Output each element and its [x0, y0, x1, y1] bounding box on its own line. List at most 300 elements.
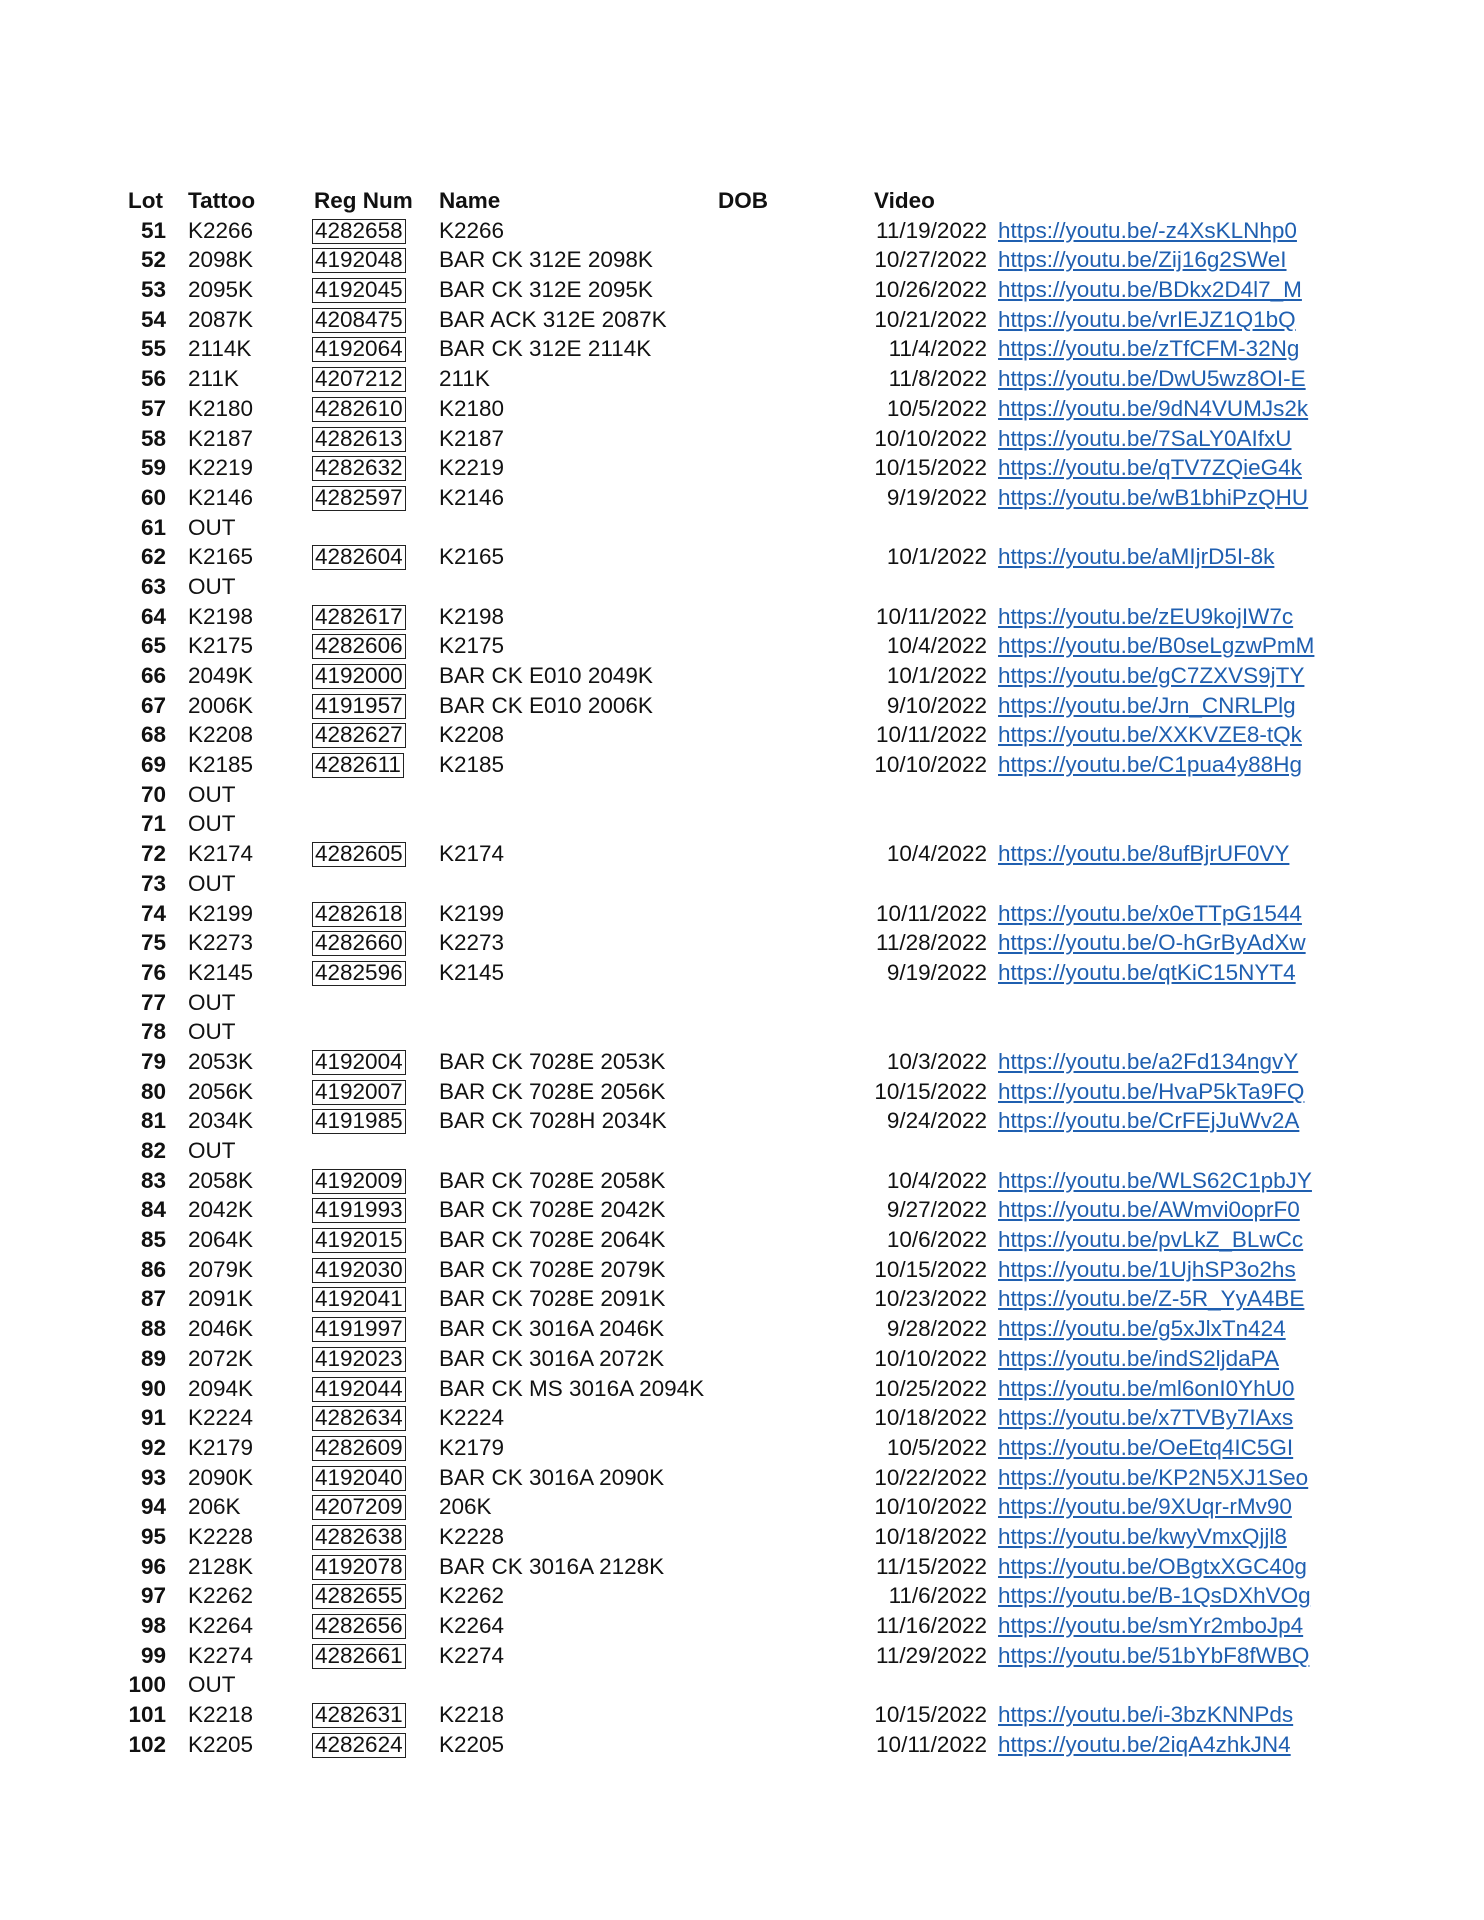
- reg-num: [312, 1344, 406, 1374]
- reg-num-box: 4282597: [312, 486, 406, 511]
- lot-number: 76: [140, 959, 166, 985]
- tattoo: 2056K: [188, 1078, 254, 1104]
- lot-number: 89: [140, 1345, 166, 1371]
- tattoo: K2185: [188, 752, 254, 778]
- video-cell: [998, 305, 1296, 335]
- reg-num-box: 4208475: [312, 308, 406, 333]
- reg-num-box: 4282617: [312, 605, 406, 630]
- reg-num-box: 4282605: [312, 842, 406, 867]
- video-link[interactable]: https://youtu.be/-z4XsKLNhp0: [998, 217, 1297, 243]
- reg-num-box: 4282606: [312, 634, 406, 659]
- animal-name: BAR CK E010 2006K: [439, 692, 653, 718]
- animal-name: BAR CK 3016A 2128K: [439, 1553, 665, 1579]
- dob: 10/11/2022: [876, 900, 987, 926]
- header-dob: DOB: [718, 188, 768, 213]
- animal-name: K2273: [439, 930, 505, 956]
- tattoo: K2262: [188, 1583, 254, 1609]
- video-link[interactable]: https://youtu.be/9dN4VUMJs2k: [998, 395, 1309, 421]
- dob: 10/11/2022: [876, 1731, 987, 1757]
- reg-num-box: 4191997: [312, 1317, 406, 1342]
- video-link[interactable]: https://youtu.be/aMIjrD5I-8k: [998, 544, 1275, 570]
- animal-name: BAR ACK 312E 2087K: [439, 306, 667, 332]
- video-cell: [998, 216, 1297, 246]
- tattoo: 2034K: [188, 1108, 254, 1134]
- reg-num-box: 4282634: [312, 1406, 406, 1431]
- animal-name: BAR CK 312E 2114K: [439, 336, 652, 362]
- tattoo: K2187: [188, 425, 254, 451]
- reg-num: [312, 1492, 406, 1522]
- reg-num: [312, 1730, 406, 1760]
- lot-number: 96: [140, 1553, 166, 1579]
- reg-num: [312, 364, 406, 394]
- video-cell: [998, 394, 1308, 424]
- tattoo: K2175: [188, 633, 254, 659]
- animal-name: BAR CK E010 2049K: [439, 663, 653, 688]
- video-cell: [998, 1284, 1304, 1314]
- video-link[interactable]: https://youtu.be/BDkx2D4l7_M: [998, 277, 1302, 303]
- reg-num: [312, 602, 406, 632]
- video-cell: [998, 1730, 1291, 1760]
- animal-name: BAR CK 7028E 2091K: [439, 1286, 666, 1312]
- lot-number: 79: [140, 1048, 166, 1074]
- video-cell: [998, 245, 1287, 275]
- dob: 11/15/2022: [876, 1553, 987, 1579]
- reg-num: [312, 275, 406, 305]
- video-link[interactable]: https://youtu.be/XXKVZE8-tQk: [998, 722, 1302, 748]
- lot-number: 98: [140, 1613, 166, 1638]
- video-cell: [998, 1492, 1292, 1522]
- video-cell: [998, 1344, 1279, 1374]
- animal-name: BAR CK 7028E 2079K: [439, 1256, 666, 1282]
- dob: 10/4/2022: [886, 841, 987, 867]
- video-cell: [998, 928, 1306, 958]
- lot-number: 70: [140, 781, 166, 807]
- lot-number: 72: [140, 841, 166, 867]
- dob: 10/1/2022: [886, 544, 987, 570]
- tattoo: OUT: [188, 870, 236, 896]
- video-cell: [998, 364, 1306, 394]
- tattoo: OUT: [188, 1019, 236, 1045]
- animal-name: BAR CK 312E 2095K: [439, 277, 653, 303]
- animal-name: BAR CK 3016A 2090K: [439, 1464, 665, 1490]
- lot-number: 83: [140, 1167, 166, 1193]
- tattoo: 2098K: [188, 247, 254, 273]
- reg-num: [312, 1374, 406, 1404]
- reg-num: [312, 542, 406, 572]
- dob: 10/25/2022: [874, 1375, 987, 1401]
- reg-num-box: 4192000: [312, 664, 406, 689]
- tattoo: OUT: [188, 811, 236, 837]
- lot-number: 63: [140, 573, 166, 599]
- reg-num-box: 4282660: [312, 931, 406, 956]
- video-cell: [998, 1552, 1307, 1582]
- reg-num: [312, 424, 406, 454]
- video-link[interactable]: https://youtu.be/i-3bzKNNPds: [998, 1702, 1294, 1728]
- video-link[interactable]: https://youtu.be/Jrn_CNRLPlg: [998, 692, 1296, 718]
- video-cell: [998, 1106, 1299, 1136]
- lot-number: 101: [128, 1702, 166, 1728]
- reg-num: [312, 1522, 406, 1552]
- tattoo: OUT: [188, 1138, 236, 1163]
- animal-name: BAR CK 312E 2098K: [439, 247, 653, 273]
- video-cell: [998, 1403, 1293, 1433]
- tattoo: K2228: [188, 1523, 254, 1549]
- video-link[interactable]: https://youtu.be/vrIEJZ1Q1bQ: [998, 306, 1296, 332]
- video-cell: [998, 691, 1296, 721]
- video-cell: [998, 958, 1296, 988]
- video-cell: [998, 1166, 1312, 1196]
- reg-num-box: 4282661: [312, 1644, 406, 1669]
- lot-number: 102: [128, 1731, 166, 1757]
- reg-num: [312, 1255, 406, 1285]
- video-link[interactable]: https://youtu.be/wB1bhiPzQHU: [998, 484, 1309, 510]
- lot-number: 94: [140, 1494, 166, 1520]
- animal-name: K2262: [439, 1583, 505, 1609]
- video-cell: [998, 839, 1289, 869]
- video-link[interactable]: https://youtu.be/CrFEjJuWv2A: [998, 1108, 1300, 1134]
- reg-num: [312, 720, 406, 750]
- tattoo: 2006K: [188, 692, 254, 718]
- reg-num: [312, 928, 406, 958]
- reg-num-box: 4192023: [312, 1347, 406, 1372]
- tattoo: 2049K: [188, 663, 254, 688]
- reg-num-box: 4282604: [312, 545, 406, 570]
- lot-number: 91: [140, 1405, 166, 1431]
- video-link[interactable]: https://youtu.be/x7TVBy7IAxs: [998, 1405, 1294, 1431]
- header-reg-num: Reg Num: [314, 188, 413, 213]
- video-cell: [998, 542, 1274, 572]
- video-cell: [998, 899, 1302, 929]
- lot-number: 57: [140, 395, 166, 421]
- tattoo: K2198: [188, 603, 254, 629]
- dob: 9/19/2022: [886, 959, 987, 985]
- reg-num: [312, 334, 406, 364]
- animal-name: K2187: [439, 425, 505, 451]
- animal-name: BAR CK 7028E 2058K: [439, 1167, 666, 1193]
- video-link[interactable]: https://youtu.be/7SaLY0AIfxU: [998, 425, 1292, 451]
- video-cell: [998, 1195, 1300, 1225]
- reg-num-box: 4282631: [312, 1703, 406, 1728]
- video-cell: [998, 1522, 1287, 1552]
- reg-num: [312, 839, 406, 869]
- reg-num: [312, 1166, 406, 1196]
- reg-num-box: 4282596: [312, 961, 406, 986]
- dob: 10/11/2022: [876, 722, 987, 748]
- video-cell: [998, 1225, 1303, 1255]
- video-link[interactable]: https://youtu.be/indS2ljdaPA: [998, 1345, 1280, 1371]
- lot-number: 95: [140, 1523, 166, 1549]
- lot-number: 90: [140, 1375, 166, 1401]
- video-cell: [998, 1433, 1293, 1463]
- lot-number: 81: [140, 1108, 166, 1134]
- reg-num: [312, 394, 406, 424]
- tattoo: K2274: [188, 1642, 254, 1668]
- animal-name: K2199: [439, 900, 505, 926]
- reg-num: [312, 1106, 406, 1136]
- video-link[interactable]: https://youtu.be/zEU9kojIW7c: [998, 603, 1294, 629]
- header-lot: Lot: [128, 188, 163, 213]
- animal-name: BAR CK 7028E 2042K: [439, 1197, 666, 1223]
- dob: 10/10/2022: [874, 752, 987, 778]
- video-link[interactable]: https://youtu.be/smYr2mboJp4: [998, 1613, 1304, 1638]
- reg-num: [312, 1641, 406, 1671]
- reg-num-box: 4207212: [312, 367, 406, 392]
- dob: 10/22/2022: [874, 1464, 987, 1490]
- dob: 11/4/2022: [888, 336, 987, 362]
- animal-name: K2175: [439, 633, 505, 659]
- video-link[interactable]: https://youtu.be/g5xJlxTn424: [998, 1316, 1286, 1342]
- video-link[interactable]: https://youtu.be/qtKiC15NYT4: [998, 959, 1296, 985]
- reg-num-box: 4192009: [312, 1169, 406, 1194]
- tattoo: K2273: [188, 930, 254, 956]
- animal-name: K2208: [439, 722, 505, 748]
- animal-name: K2145: [439, 959, 505, 985]
- animal-name: K2146: [439, 484, 505, 510]
- lot-number: 51: [140, 217, 166, 243]
- tattoo: K2146: [188, 484, 254, 510]
- dob: 10/26/2022: [874, 277, 987, 303]
- lot-number: 58: [140, 425, 166, 451]
- lot-number: 88: [140, 1316, 166, 1342]
- reg-num: [312, 245, 406, 275]
- reg-num: [312, 1463, 406, 1493]
- animal-name: K2228: [439, 1523, 505, 1549]
- lot-number: 55: [140, 336, 166, 362]
- video-cell: [998, 1700, 1293, 1730]
- reg-num: [312, 305, 406, 335]
- video-cell: [998, 483, 1308, 513]
- video-cell: [998, 275, 1302, 305]
- video-link[interactable]: https://youtu.be/B-1QsDXhVOg: [998, 1583, 1311, 1609]
- video-link[interactable]: https://youtu.be/ml6onI0YhU0: [998, 1375, 1295, 1401]
- dob: 10/4/2022: [886, 633, 987, 659]
- tattoo: K2165: [188, 544, 254, 570]
- animal-name: K2174: [439, 841, 505, 867]
- reg-num: [312, 1552, 406, 1582]
- video-link[interactable]: https://youtu.be/pvLkZ_BLwCc: [998, 1227, 1304, 1253]
- animal-name: K2264: [439, 1613, 505, 1638]
- reg-num: [312, 1700, 406, 1730]
- reg-num: [312, 483, 406, 513]
- dob: 10/5/2022: [886, 1434, 987, 1460]
- tattoo: 2090K: [188, 1464, 254, 1490]
- video-link[interactable]: https://youtu.be/kwyVmxQjjl8: [998, 1523, 1287, 1549]
- video-cell: [998, 1255, 1296, 1285]
- reg-num: [312, 631, 406, 661]
- video-link[interactable]: https://youtu.be/AWmvi0oprF0: [998, 1197, 1300, 1223]
- video-cell: [998, 720, 1302, 750]
- video-cell: [998, 1077, 1304, 1107]
- video-cell: [998, 1641, 1309, 1671]
- video-cell: [998, 453, 1302, 483]
- lot-number: 64: [140, 603, 166, 629]
- animal-name: BAR CK 3016A 2072K: [439, 1345, 665, 1371]
- reg-num-box: 4192004: [312, 1050, 406, 1075]
- tattoo: 2114K: [188, 336, 252, 362]
- video-link[interactable]: https://youtu.be/Zij16g2SWeI: [998, 247, 1287, 273]
- tattoo: 2042K: [188, 1197, 254, 1223]
- reg-num-box: 4192040: [312, 1466, 406, 1491]
- reg-num: [312, 1403, 406, 1433]
- tattoo: OUT: [188, 989, 236, 1015]
- reg-num-box: 4282632: [312, 456, 406, 481]
- reg-num-box: 4192030: [312, 1258, 406, 1283]
- tattoo: OUT: [188, 781, 236, 807]
- reg-num-box: 4282656: [312, 1614, 406, 1639]
- animal-name: K2165: [439, 544, 505, 570]
- video-cell: [998, 750, 1302, 780]
- lot-number: 99: [140, 1642, 166, 1668]
- video-link[interactable]: https://youtu.be/8ufBjrUF0VY: [998, 841, 1290, 867]
- tattoo: 2094K: [188, 1375, 254, 1401]
- video-cell: [998, 334, 1299, 364]
- reg-num-box: 4282611: [312, 753, 404, 778]
- video-link[interactable]: https://youtu.be/OeEtq4IC5GI: [998, 1434, 1294, 1460]
- video-link[interactable]: https://youtu.be/KP2N5XJ1Seo: [998, 1464, 1309, 1490]
- video-link[interactable]: https://youtu.be/OBgtxXGC40g: [998, 1553, 1307, 1579]
- animal-name: K2180: [439, 395, 505, 421]
- reg-num: [312, 1047, 406, 1077]
- reg-num-box: 4282638: [312, 1525, 406, 1550]
- animal-name: K2179: [439, 1434, 505, 1460]
- tattoo: OUT: [188, 514, 236, 540]
- lot-number: 74: [140, 900, 166, 926]
- video-link[interactable]: https://youtu.be/DwU5wz8OI-E: [998, 366, 1306, 392]
- tattoo: 2087K: [188, 306, 254, 332]
- tattoo: 2091K: [188, 1286, 254, 1312]
- reg-num: [312, 1433, 406, 1463]
- video-link[interactable]: https://youtu.be/1UjhSP3o2hs: [998, 1256, 1296, 1282]
- lot-number: 68: [140, 722, 166, 748]
- video-link[interactable]: https://youtu.be/Z-5R_YyA4BE: [998, 1286, 1305, 1312]
- dob: 10/4/2022: [886, 1167, 987, 1193]
- lot-number: 53: [140, 277, 166, 303]
- header-video: Video: [874, 188, 935, 213]
- reg-num: [312, 750, 404, 780]
- video-cell: [998, 1611, 1303, 1641]
- video-cell: [998, 602, 1293, 632]
- lot-number: 82: [140, 1138, 166, 1163]
- dob: 10/15/2022: [874, 455, 987, 481]
- dob: 10/18/2022: [874, 1405, 987, 1431]
- dob: 10/18/2022: [874, 1523, 987, 1549]
- reg-num-box: 4191957: [312, 694, 406, 719]
- tattoo: 211K: [188, 366, 239, 392]
- video-link[interactable]: https://youtu.be/HvaP5kTa9FQ: [998, 1078, 1305, 1104]
- reg-num: [312, 691, 406, 721]
- lot-number: 85: [140, 1227, 166, 1253]
- lot-number: 61: [140, 514, 166, 540]
- lot-number: 69: [140, 752, 166, 778]
- dob: 11/19/2022: [876, 217, 987, 243]
- video-link[interactable]: https://youtu.be/x0eTTpG1544: [998, 900, 1302, 926]
- dob: 9/27/2022: [886, 1197, 987, 1223]
- reg-num: [312, 1314, 406, 1344]
- tattoo: 2128K: [188, 1553, 254, 1579]
- video-link[interactable]: https://youtu.be/B0seLgzwPmM: [998, 633, 1315, 659]
- animal-name: 211K: [439, 366, 490, 392]
- reg-num-box: 4282610: [312, 397, 406, 422]
- video-link[interactable]: https://youtu.be/zTfCFM-32Ng: [998, 336, 1300, 362]
- video-link[interactable]: https://youtu.be/WLS62C1pbJY: [998, 1167, 1312, 1193]
- reg-num-box: 4192007: [312, 1080, 406, 1105]
- dob: 10/15/2022: [874, 1078, 987, 1104]
- lot-number: 62: [140, 544, 166, 570]
- tattoo: K2180: [188, 395, 254, 421]
- dob: 11/28/2022: [876, 930, 987, 956]
- lot-number: 67: [140, 692, 166, 718]
- video-cell: [998, 1463, 1308, 1493]
- video-link[interactable]: https://youtu.be/gC7ZXVS9jTY: [998, 663, 1305, 688]
- tattoo: 2095K: [188, 277, 254, 303]
- reg-num-box: 4282618: [312, 902, 406, 927]
- video-link[interactable]: https://youtu.be/9XUqr-rMv90: [998, 1494, 1292, 1520]
- video-cell: [998, 661, 1304, 691]
- reg-num: [312, 1077, 406, 1107]
- animal-name: BAR CK 7028E 2053K: [439, 1048, 666, 1074]
- tattoo: K2145: [188, 959, 254, 985]
- lot-number: 65: [140, 633, 166, 659]
- reg-num: [312, 453, 406, 483]
- reg-num-box: 4282655: [312, 1584, 406, 1609]
- reg-num-box: 4207209: [312, 1495, 406, 1520]
- dob: 10/10/2022: [874, 1494, 987, 1520]
- tattoo: 2079K: [188, 1256, 254, 1282]
- reg-num: [312, 1225, 406, 1255]
- lot-number: 56: [140, 366, 166, 392]
- reg-num: [312, 1195, 406, 1225]
- dob: 11/16/2022: [876, 1613, 987, 1638]
- tattoo: K2266: [188, 217, 254, 243]
- animal-name: K2198: [439, 603, 505, 629]
- reg-num: [312, 216, 406, 246]
- lot-number: 54: [140, 306, 166, 332]
- lot-number: 78: [140, 1019, 166, 1045]
- tattoo: K2199: [188, 900, 254, 926]
- dob: 10/27/2022: [874, 247, 987, 273]
- lot-number: 66: [140, 663, 166, 688]
- dob: 10/23/2022: [874, 1286, 987, 1312]
- lot-number: 52: [140, 247, 166, 273]
- video-link[interactable]: https://youtu.be/qTV7ZQieG4k: [998, 455, 1302, 481]
- tattoo: 2053K: [188, 1048, 254, 1074]
- video-link[interactable]: https://youtu.be/51bYbF8fWBQ: [998, 1642, 1310, 1668]
- video-link[interactable]: https://youtu.be/C1pua4y88Hg: [998, 752, 1302, 778]
- dob: 10/11/2022: [876, 603, 987, 629]
- animal-name: BAR CK 7028H 2034K: [439, 1108, 667, 1134]
- animal-name: BAR CK 3016A 2046K: [439, 1316, 665, 1342]
- lot-number: 92: [140, 1434, 166, 1460]
- reg-num-box: 4191993: [312, 1198, 406, 1223]
- tattoo: K2179: [188, 1434, 254, 1460]
- video-cell: [998, 1581, 1311, 1611]
- dob: 9/24/2022: [886, 1108, 987, 1134]
- video-link[interactable]: https://youtu.be/2iqA4zhkJN4: [998, 1731, 1291, 1757]
- dob: 10/15/2022: [874, 1702, 987, 1728]
- reg-num-box: 4282609: [312, 1436, 406, 1461]
- video-link[interactable]: https://youtu.be/O-hGrByAdXw: [998, 930, 1306, 956]
- tattoo: K2208: [188, 722, 254, 748]
- reg-num-box: 4282624: [312, 1733, 406, 1758]
- reg-num: [312, 1581, 406, 1611]
- reg-num-box: 4282658: [312, 219, 406, 244]
- tattoo: K2174: [188, 841, 254, 867]
- tattoo: OUT: [188, 1672, 236, 1698]
- video-link[interactable]: https://youtu.be/a2Fd134ngvY: [998, 1048, 1299, 1074]
- animal-name: BAR CK 7028E 2064K: [439, 1227, 666, 1253]
- animal-name: K2224: [439, 1405, 505, 1431]
- animal-name: K2205: [439, 1731, 505, 1757]
